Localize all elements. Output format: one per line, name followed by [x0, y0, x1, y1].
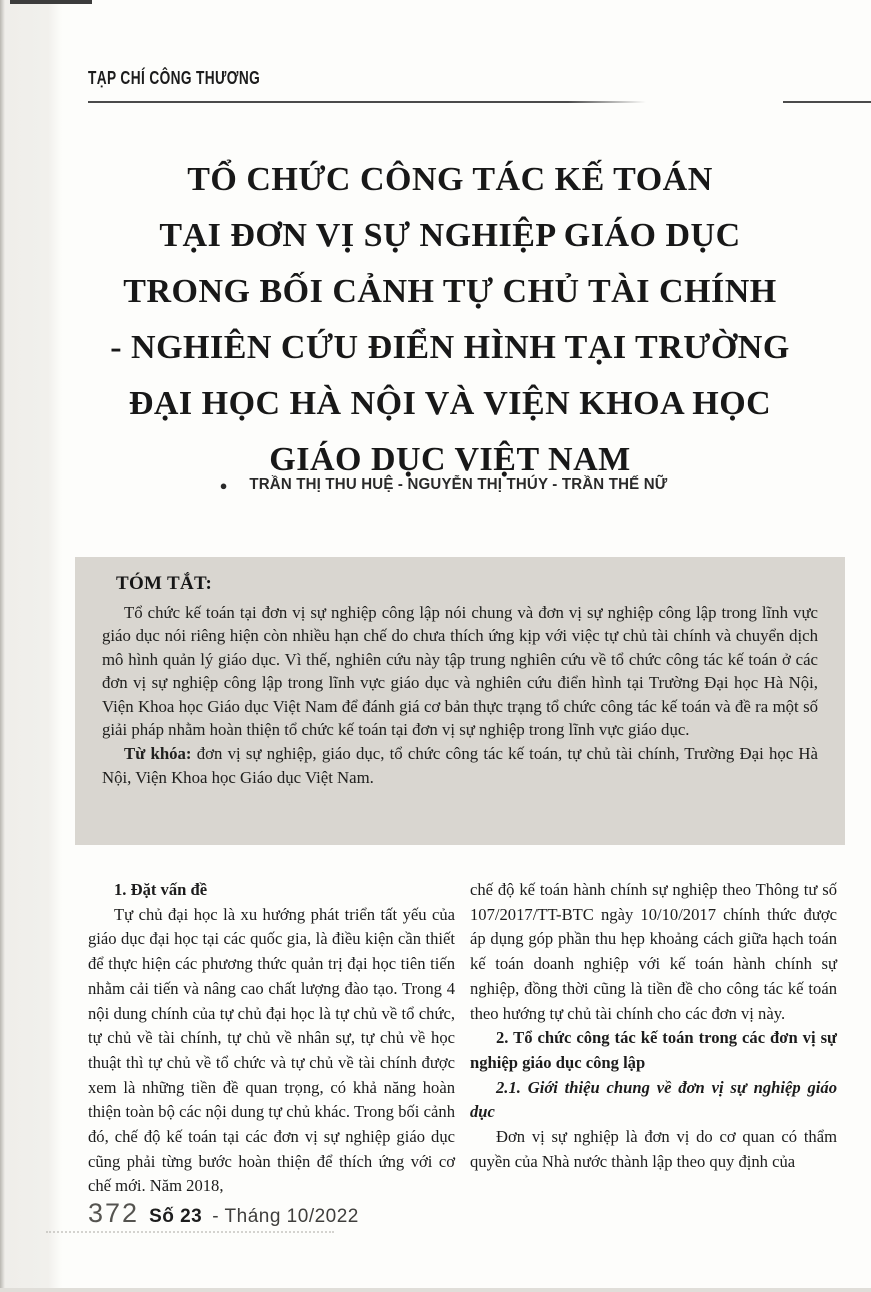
article-title-line: TỔ CHỨC CÔNG TÁC KẾ TOÁN [187, 161, 713, 198]
abstract-heading: TÓM TẮT: [116, 573, 213, 594]
right-column [470, 878, 837, 1199]
section-2-heading: 2. Tổ chức công tác kế toán trong các đơn vị sự nghiệp giáo dục công lập [470, 1028, 837, 1072]
bullet-icon: ● [219, 477, 228, 493]
right-column-paragraph: chế độ kế toán hành chính sự nghiệp theo Thông tư số 107/2017/TT-BTC ngày 10/10/2017 chính thức được áp dụng góp phần thu hẹp khoảng cách giữa hạch toán kế toán doanh nghiệp với kế toán hành chính sự nghiệp, đồng thời cũng là tiền đề cho công tác kế toán theo hướng tự chủ tài chính cho các đơn vị này. [470, 880, 837, 1023]
section-2-1-heading: 2.1. Giới thiệu chung về đơn vị sự nghiệp giáo dục [470, 1077, 837, 1122]
article-title-line: TẠI ĐƠN VỊ SỰ NGHIỆP GIÁO DỤC [159, 217, 741, 254]
issue-number: Số 23 [149, 1206, 203, 1227]
authors-names: TRẦN THỊ THU HUỆ - NGUYỄN THỊ THÚY - TRẦN THẾ NỮ [248, 476, 667, 493]
journal-masthead-text: TẠP CHÍ CÔNG THƯƠNG [88, 68, 261, 88]
abstract-body: Tổ chức kế toán tại đơn vị sự nghiệp công lập nói chung và đơn vị sự nghiệp công lập trong lĩnh vực giáo dục nói riêng hiện còn nhiều hạn chế do chưa thích ứng kịp với việc tự chủ tài chính và chuyển dịch mô hình quản lý giáo dục. Vì thế, nghiên cứu này tập trung nghiên cứu về tổ chức công tác kế toán ở các đơn vị sự nghiệp công lập trong lĩnh vực giáo dục và nghiên cứu điển hình tại Trường Đại học Hà Nội, Viện Khoa học Giáo dục Việt Nam để đánh giá cơ bản thực trạng tổ chức công tác kế toán và đề ra một số giải pháp nhằm hoàn thiện tổ chức kế toán tại đơn vị sự nghiệp trong lĩnh vực giáo dục. [102, 603, 818, 740]
article-title [60, 152, 840, 488]
article-title-line: - NGHIÊN CỨU ĐIỂN HÌNH TẠI TRƯỜNG [110, 329, 790, 366]
abstract-keywords [102, 742, 818, 789]
issue-date: - Tháng 10/2022 [212, 1206, 359, 1227]
print-bleed-artifact [46, 1231, 334, 1233]
left-column [88, 878, 455, 1199]
scan-bottom-edge [0, 1288, 871, 1292]
right-column-paragraph: Đơn vị sự nghiệp là đơn vị do cơ quan có thẩm quyền của Nhà nước thành lập theo quy định của [470, 1127, 837, 1171]
header-rule-right-segment [783, 101, 871, 103]
article-title-line: ĐẠI HỌC HÀ NỘI VÀ VIỆN KHOA HỌC [128, 385, 772, 422]
section-1-heading: 1. Đặt vấn đề [114, 880, 208, 899]
journal-masthead [88, 68, 314, 89]
header-rule [88, 101, 646, 103]
abstract-box [75, 557, 845, 845]
scan-top-bar-artifact [10, 0, 92, 4]
keywords-label: Từ khóa: [124, 744, 192, 764]
page-number: 372 [88, 1198, 140, 1228]
article-body [88, 878, 838, 1199]
article-title-line: TRONG BỐI CẢNH TỰ CHỦ TÀI CHÍNH [123, 273, 777, 310]
article-title-line: GIÁO DỤC VIỆT NAM [269, 441, 631, 478]
scan-edge-strip [0, 0, 62, 1292]
authors-line [60, 476, 840, 494]
left-column-paragraph: Tự chủ đại học là xu hướng phát triển tất yếu của giáo dục đại học tại các quốc gia, là điều kiện cần thiết để thực hiện các phương thức quản trị đại học tiên tiến nhằm cải tiến và nâng cao chất lượng đào tạo. Trong 4 nội dung chính của tự chủ đại học là tự chủ về tổ chức, tự chủ về tài chính, tự chủ về nhân sự, tự chủ về học thuật thì tự chủ về tổ chức và tự chủ về tài chính được xem là những tiền đề quan trọng, có khả năng hoàn thiện toàn bộ các nội dung tự chủ khác. Trong bối cảnh đó, chế độ kế toán tại các đơn vị sự nghiệp giáo dục cũng phải từng bước hoàn thiện để thích ứng với cơ chế mới. Năm 2018, [88, 904, 455, 1196]
keywords-text: đơn vị sự nghiệp, giáo dục, tổ chức công tác kế toán, tự chủ tài chính, Trường Đại học Hà Nội, Viện Khoa học Giáo dục Việt Nam. [102, 744, 818, 787]
page-footer [88, 1198, 359, 1229]
